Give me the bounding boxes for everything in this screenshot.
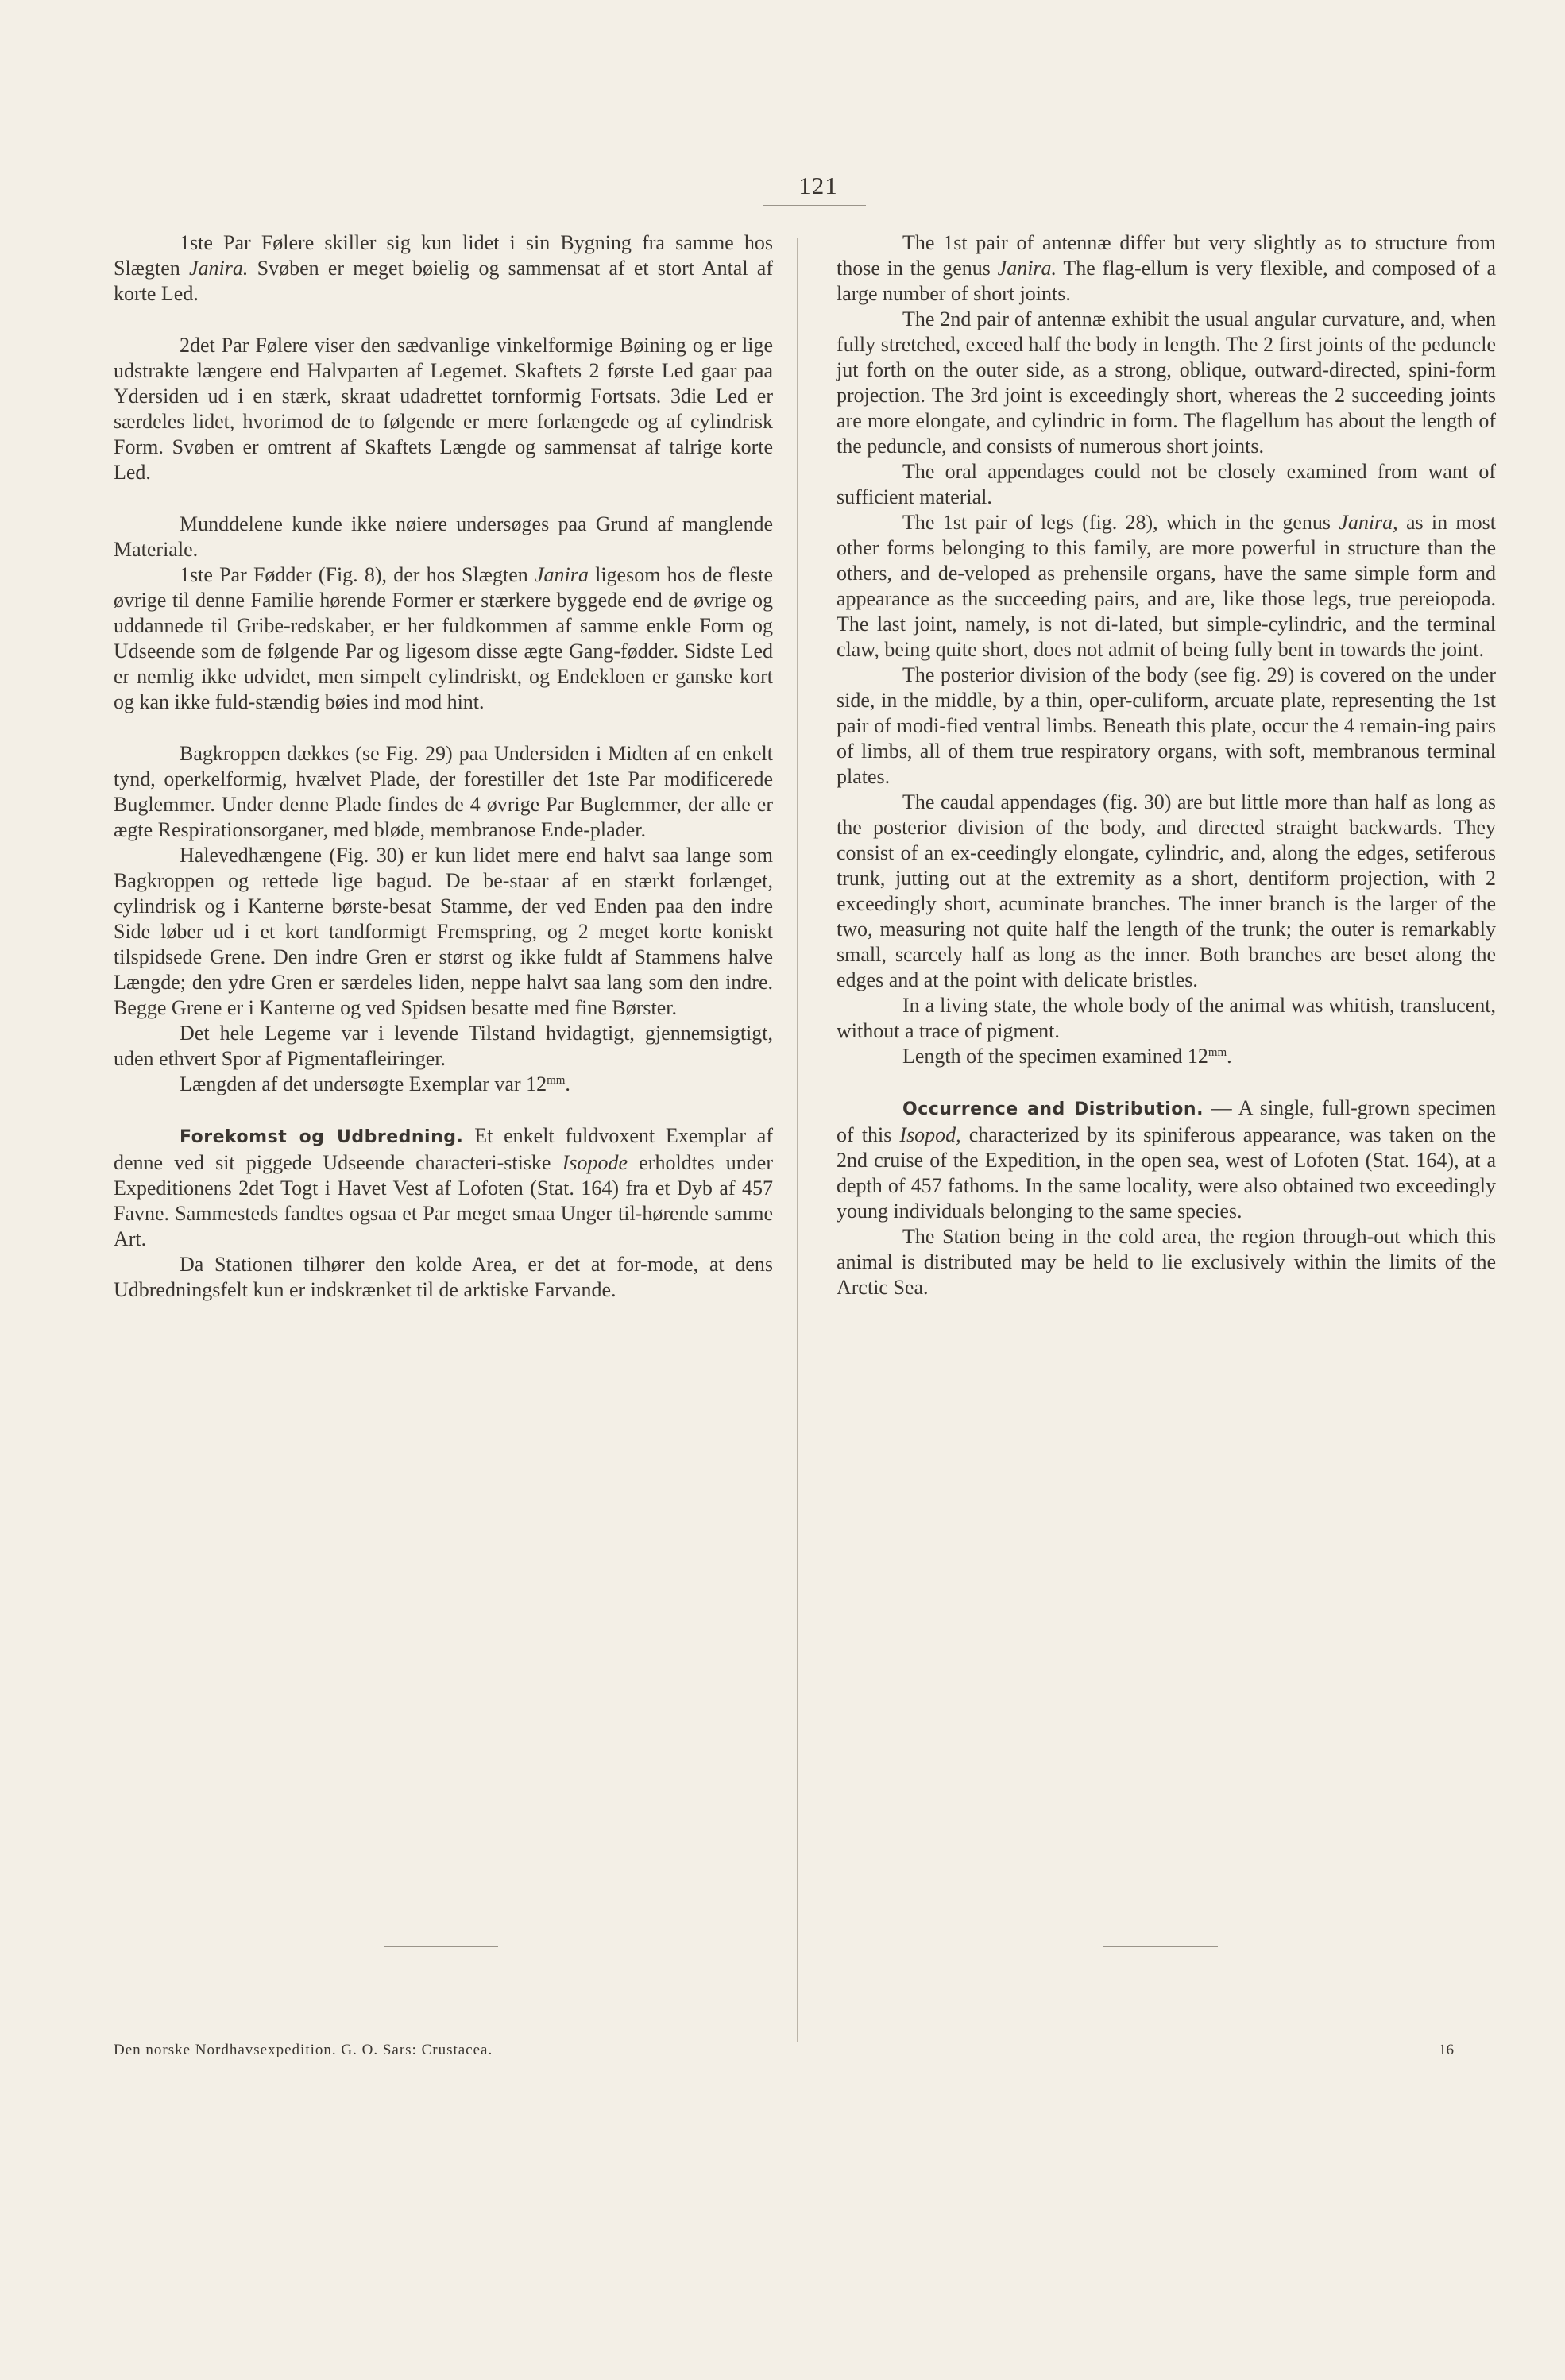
- paragraph: [114, 1072, 773, 1097]
- italic-term: Janira.: [189, 257, 249, 280]
- paragraph: 2det Par Følere viser den sædvanlige vinkelformige Bøining og er lige udstrakte længere end Halvparten af Legemet. Skaftets 2 første Led gaar paa Ydersiden ud i en stærk, skraat udadrettet tornformig Fortsats. 3die Led er særdeles lidet, hvorimod de to følgende er mere forlængede og af cylindrisk Form. Svøben er omtrent af Skaftets Længde og sammensat af talrige korte Led.: [114, 334, 773, 484]
- paragraph: The oral appendages could not be closely examined from want of sufficient material.: [837, 460, 1496, 508]
- italic-term: Janira: [534, 563, 589, 586]
- text-run: 1ste Par Fødder (Fig. 8), der hos Slægten: [180, 563, 535, 586]
- end-rule-left: [384, 1946, 498, 1947]
- text-run: Et enkelt fuldvoxent Exemplar af denne ved sit piggede Udseende characteri-stiske: [114, 1124, 774, 1174]
- text-run: erholdtes under Expeditionens 2det Togt i Havet Vest af Lofoten (Stat. 164) fra et Dyb af 457 Favne. Sammesteds fandtes ogsaa et Par meget smaa Unger til-hørende samme Art.: [114, 1151, 773, 1250]
- signature-mark: 16: [1439, 2042, 1454, 2058]
- text-run: — A single, full-grown specimen of this: [837, 1096, 1496, 1146]
- text-run: og sammensat af et stort Antal af korte Led.: [114, 257, 773, 305]
- italic-term: Isopode: [562, 1151, 628, 1174]
- text-run: Svøben er meget bøielig: [248, 257, 470, 280]
- paragraph: [114, 562, 773, 715]
- text-run: 1ste Par Følere skiller sig kun lidet i sin Bygning fra samme hos Slægten: [114, 231, 773, 280]
- paragraph: [837, 230, 1496, 307]
- text-run: The 1st pair of legs (fig. 28), which in the genus: [902, 511, 1339, 534]
- text-run: as in most other forms belonging to this family, are more powerful in structure than the others, and de-veloped as prehensile organs, have the same simple form and appearance as the succeeding pairs, and are, like those legs, true pereiopoda. The last joint, namely, is not di-lated, but simple-cylindric, and the terminal claw, being quite short, does not admit of being fully bent in towards the joint.: [837, 511, 1497, 661]
- paragraph: [114, 230, 773, 307]
- column-divider: [797, 238, 798, 2042]
- paragraph: [837, 510, 1496, 663]
- text-run: The flag-ellum is very flexible, and composed of a large number of short joints.: [837, 257, 1496, 305]
- text-run: ligesom hos de fleste øvrige til denne Familie hørende Former er stærkere byggede end de øvrige og uddannede til Gribe-redskaber, er her fuldkommen af samme enkle Form og Udseende som de følgende Par og ligesom disse ægte Gang-fødder. Sidste Led er nemlig ikke udvidet, men simpelt cylindriskt, og Endekloen er ganske kort og kan ikke fuld-stændig bøies ind mod hint.: [114, 563, 774, 713]
- unit: mm: [547, 1074, 566, 1087]
- paragraph: Da Stationen tilhører den kolde Area, er det at for-mode, at dens Udbredningsfelt kun er indskrænket til de arktiske Farvande.: [114, 1253, 773, 1301]
- italic-term: Isopod,: [899, 1123, 961, 1146]
- section-heading: Occurrence and Distribution.: [902, 1099, 1204, 1119]
- end-rule-right: [1103, 1946, 1218, 1947]
- paragraph: The Station being in the cold area, the region through-out which this animal is distributed may be held to lie exclusively within the limits of the Arctic Sea.: [837, 1225, 1496, 1299]
- english-column: [837, 230, 1496, 1300]
- paragraph: The caudal appendages (fig. 30) are but little more than half as long as the posterior division of the body, and directed straight backwards. They consist of an ex-ceedingly elongate, cylindric, and, along the edges, setiferous trunk, jutting out at the extremity as a short, dentiform projection, with 2 exceedingly short, acuminate branches. The inner branch is the larger of the two, measuring not quite half the length of the trunk; the outer is remarkably small, scarcely half as long as the inner. Both branches are beset along the edges and at the point with delicate bristles.: [837, 790, 1496, 991]
- text-run: Længden af det undersøgte Exemplar var 12: [180, 1072, 547, 1095]
- italic-term: Janira.: [997, 257, 1057, 280]
- footer-citation: Den norske Nordhavsexpedition. G. O. Sars: Crustacea.: [114, 2042, 493, 2058]
- paragraph: [837, 1095, 1496, 1224]
- paragraph: The posterior division of the body (see fig. 29) is covered on the under side, in the middle, by a thin, oper-culiform, arcuate plate, representing the 1st pair of modi-fied ventral limbs. Beneath this plate, occur the 4 remain-ing pairs of limbs, all of them true respiratory organs, with soft, membranous terminal plates.: [837, 663, 1496, 788]
- text-run: .: [565, 1072, 570, 1095]
- text-run: The 1st pair of antennæ differ but very slightly as to structure from those in the genus: [837, 231, 1496, 280]
- section-heading: Forekomst og Udbredning.: [180, 1127, 464, 1147]
- paragraph: Halevedhængene (Fig. 30) er kun lidet mere end halvt saa lange som Bagkroppen og rettede lige bagud. De be-staar af en stærkt forlænget, cylindrisk og i Kanterne børste-besat Stamme, der ved Enden paa den indre Side løber ud i et kort tandformigt Fremspring, og 2 meget korte koniskt tilspidsede Grene. Den indre Gren er størst og ikke fuldt af Stammens halve Længde; den ydre Gren er særdeles liden, neppe halvt saa lang som den indre. Begge Grene er i Kanterne og ved Spidsen besatte med fine Børster.: [114, 844, 773, 1019]
- page-number: 121: [798, 172, 838, 199]
- text-run: .: [1227, 1045, 1232, 1068]
- paragraph: [114, 1123, 773, 1252]
- italic-term: Janira,: [1339, 511, 1398, 534]
- text-run: Length of the specimen examined 12: [902, 1045, 1208, 1068]
- paragraph: Munddelene kunde ikke nøiere undersøges paa Grund af manglende Materiale.: [114, 512, 773, 561]
- paragraph: [837, 1044, 1496, 1069]
- paragraph: Bagkroppen dækkes (se Fig. 29) paa Undersiden i Midten af en enkelt tynd, operkelformig, hvælvet Plade, der forestiller det 1ste Par modificerede Buglemmer. Under denne Plade findes de 4 øvrige Par Buglemmer, der alle er ægte Respirationsorganer, med bløde, membranose Ende-plader.: [114, 742, 773, 841]
- header-rule: [763, 205, 866, 206]
- paragraph: The 2nd pair of antennæ exhibit the usual angular curvature, and, when fully stretched, exceed half the body in length. The 2 first joints of the peduncle jut forth on the outer side, as a strong, oblique, outward-directed, spini-form projection. The 3rd joint is exceedingly short, whereas the 2 succeeding joints are more elongate, and cylindric in form. The flagellum has about the length of the peduncle, and consists of numerous short joints.: [837, 307, 1496, 458]
- norwegian-column: [114, 230, 773, 1303]
- text-run: characterized by its spiniferous appearance, was taken on the 2nd cruise of the Expedition, in the open sea, west of Lofoten (Stat. 164), at a depth of 457 fathoms. In the same locality, were also obtained two exceedingly young individuals belonging to the same species.: [837, 1123, 1496, 1223]
- paragraph: Det hele Legeme var i levende Tilstand hvidagtigt, gjennemsigtigt, uden ethvert Spor af Pigmentafleiringer.: [114, 1022, 773, 1070]
- paragraph: In a living state, the whole body of the animal was whitish, translucent, without a trace of pigment.: [837, 994, 1496, 1042]
- unit: mm: [1208, 1046, 1227, 1059]
